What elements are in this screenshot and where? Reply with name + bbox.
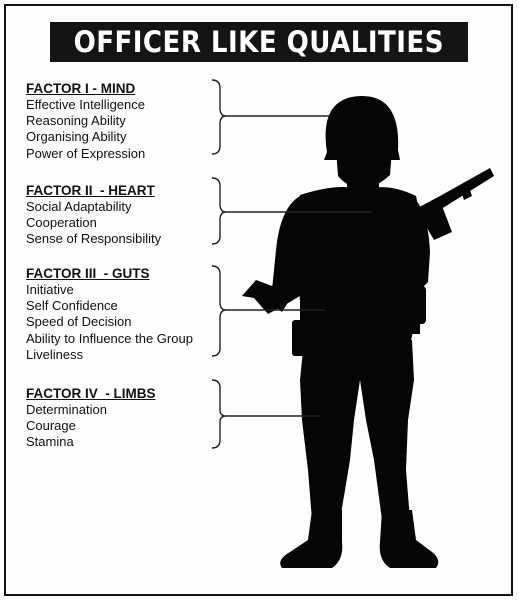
factor-group-guts xyxy=(26,265,193,363)
factor-item: Ability to Influence the Group xyxy=(26,330,193,346)
brace-guts xyxy=(212,266,226,356)
factor-item: Effective Intelligence xyxy=(26,97,145,112)
factor-item: Organising Ability xyxy=(26,129,127,145)
factor-item: Power of Expression xyxy=(26,145,146,161)
factor-item: Sense of Responsibility xyxy=(26,231,162,247)
page-title: OFFICER LIKE QUALITIES xyxy=(73,25,445,59)
factor-item: Speed of Decision xyxy=(26,314,132,330)
factor-item: Initiative xyxy=(26,282,74,297)
factor-item: Cooperation xyxy=(26,215,97,231)
factor-item: Liveliness xyxy=(26,346,84,362)
factor-group-heart xyxy=(26,182,161,248)
factor-group-mind xyxy=(26,80,145,162)
factor-group-limbs xyxy=(26,385,156,451)
soldier-silhouette-icon xyxy=(242,96,494,568)
factor-title: FACTOR I - MIND xyxy=(26,81,136,96)
factor-item: Courage xyxy=(26,418,76,434)
factor-title: FACTOR III - GUTS xyxy=(26,266,150,281)
brace-limbs xyxy=(212,380,226,448)
factor-item: Determination xyxy=(26,402,107,417)
factor-item: Stamina xyxy=(26,434,74,450)
brace-heart xyxy=(212,178,226,244)
factor-title: FACTOR II - HEART xyxy=(26,183,155,198)
factor-title: FACTOR IV - LIMBS xyxy=(26,386,156,401)
factor-item: Self Confidence xyxy=(26,298,118,314)
brace-mind xyxy=(212,80,226,154)
factor-item: Reasoning Ability xyxy=(26,113,126,129)
factor-item: Social Adaptability xyxy=(26,199,132,214)
